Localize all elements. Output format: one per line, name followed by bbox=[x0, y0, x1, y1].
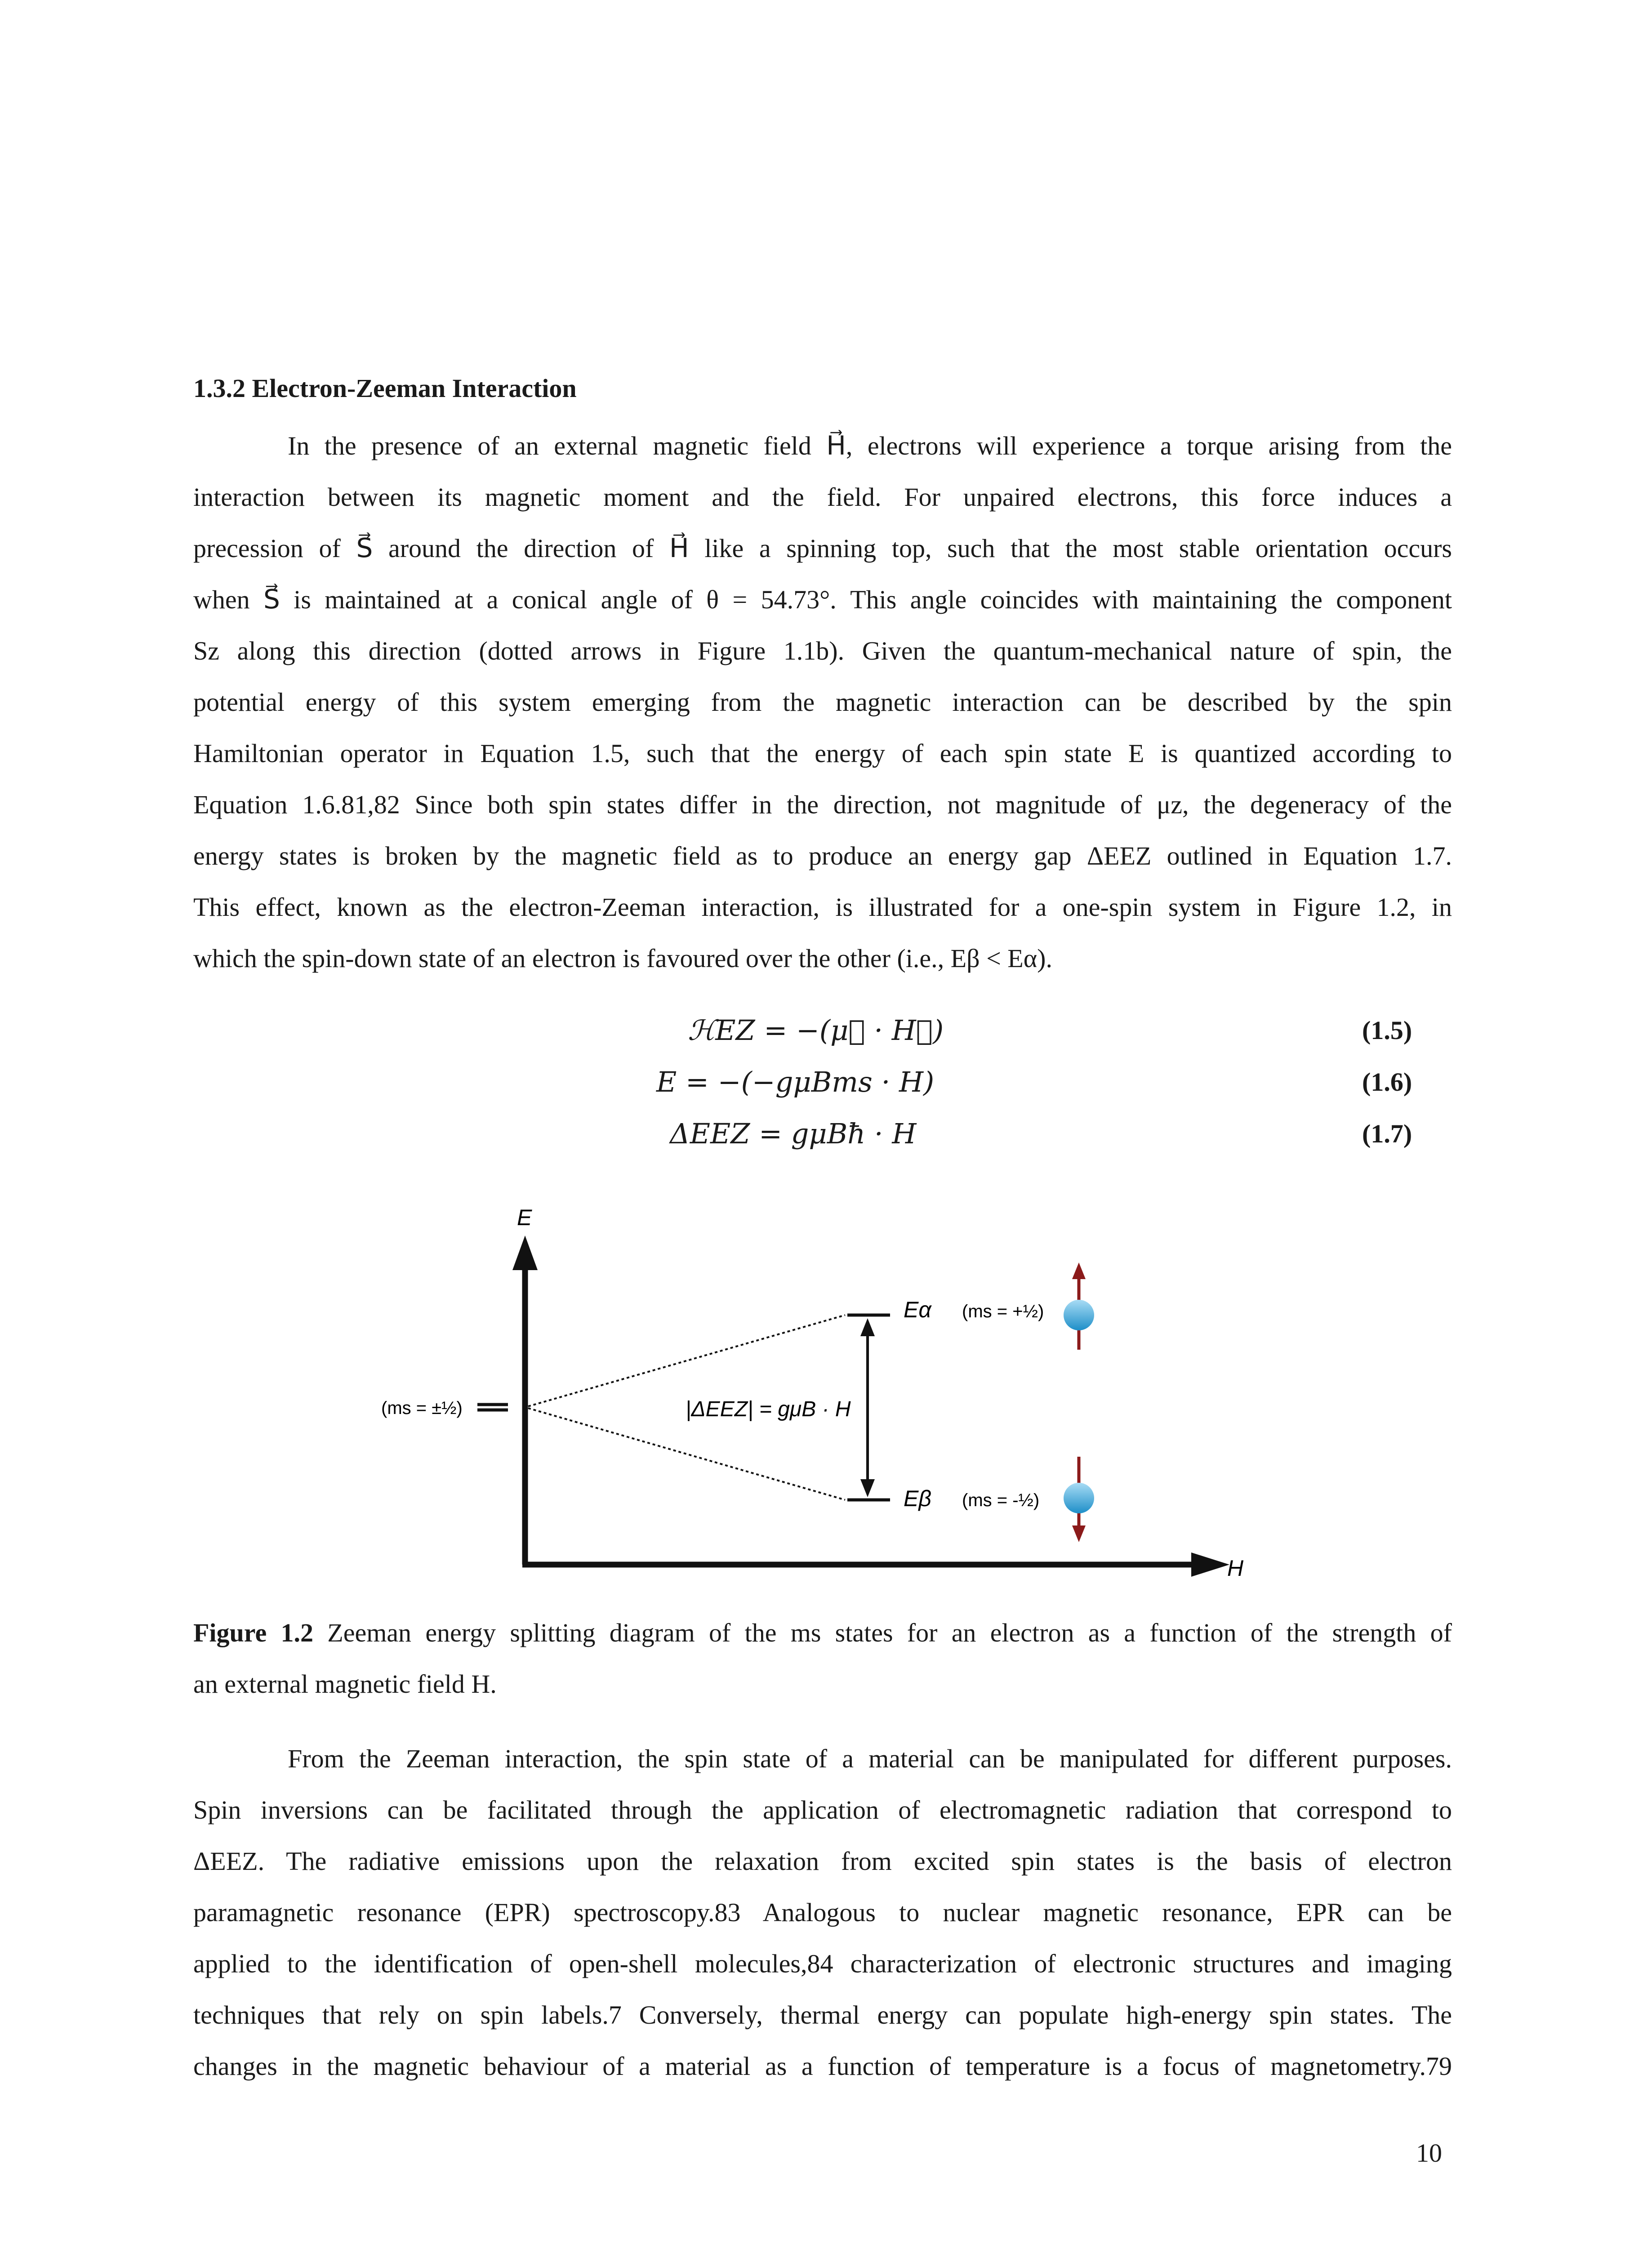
p1-line-10: This effect, known as the electron-Zeeman interaction, is illustrated for a one-spin system in Figure 1.2, in bbox=[193, 892, 1452, 922]
caption-text-line-2: an external magnetic field H. bbox=[193, 1669, 497, 1699]
p2-line-6: techniques that rely on spin labels.7 Conversely, thermal energy can populate high-energy spin states. The bbox=[193, 2000, 1452, 2029]
caption-label: Figure 1.2 bbox=[193, 1618, 314, 1647]
p2-line-4: paramagnetic resonance (EPR) spectroscopy.83 Analogous to nuclear magnetic resonance, EPR can be bbox=[193, 1898, 1452, 1927]
upper-split-line bbox=[528, 1315, 845, 1406]
p1-line-5: Sz along this direction (dotted arrows in Figure 1.1b). Given the quantum-mechanical nature of spin, the bbox=[193, 636, 1452, 665]
x-axis-arrowhead bbox=[1191, 1552, 1229, 1577]
p1-line-2: interaction between its magnetic moment and the field. For unpaired electrons, this force induces a bbox=[193, 482, 1452, 512]
caption-text-line-1: Zeeman energy splitting diagram of the ms states for an electron as a function of the strength of bbox=[327, 1618, 1452, 1647]
gap-label: |ΔEEZ| = gμB · H bbox=[686, 1397, 851, 1421]
x-axis-label: H bbox=[1227, 1556, 1244, 1581]
p2-line-1: From the Zeeman interaction, the spin state of a material can be manipulated for different purposes. bbox=[288, 1744, 1452, 1773]
zeeman-diagram bbox=[360, 1196, 1259, 1592]
upper-level-ms: (ms = +½) bbox=[962, 1302, 1044, 1321]
p2-line-7: changes in the magnetic behaviour of a material as a function of temperature is a focus of magnetometry.79 bbox=[193, 2052, 1452, 2081]
p1-line-1: In the presence of an external magnetic field H⃗, electrons will experience a torque arising from the bbox=[288, 431, 1452, 460]
y-axis-label: E bbox=[517, 1205, 532, 1230]
p1-line-11: which the spin-down state of an electron is favoured over the other (i.e., Eβ < Eα). bbox=[193, 944, 1052, 973]
degenerate-level-label: (ms = ±½) bbox=[381, 1398, 463, 1418]
equation-1-5: ℋEZ = −(μ⃗ · H⃗) bbox=[688, 1014, 944, 1047]
p1-line-9: energy states is broken by the magnetic field as to produce an energy gap ΔEEZ outlined in Equation 1.7. bbox=[193, 841, 1452, 870]
y-axis-arrowhead bbox=[512, 1236, 538, 1270]
equation-number-1-5: (1.5) bbox=[1362, 1016, 1412, 1045]
figure-caption bbox=[193, 1607, 1452, 1710]
upper-level-label: Eα bbox=[904, 1297, 931, 1322]
equation-1-6: E = −(−gμBms · H) bbox=[656, 1066, 935, 1098]
p1-line-7: Hamiltonian operator in Equation 1.5, such that the energy of each spin state E is quantized according to bbox=[193, 739, 1452, 768]
p1-line-6: potential energy of this system emerging from the magnetic interaction can be described by the spin bbox=[193, 687, 1452, 717]
p2-line-5: applied to the identification of open-shell molecules,84 characterization of electronic structures and imaging bbox=[193, 1949, 1452, 1978]
equation-1-7: ΔEEZ = gμBħ · H bbox=[670, 1117, 917, 1150]
section-heading: 1.3.2 Electron-Zeeman Interaction bbox=[193, 374, 577, 403]
spin-down-electron-icon bbox=[1064, 1457, 1094, 1542]
equation-number-1-7: (1.7) bbox=[1362, 1119, 1412, 1148]
p2-line-3: ΔEEZ. The radiative emissions upon the relaxation from excited spin states is the basis of electron bbox=[193, 1847, 1452, 1876]
lower-split-line bbox=[528, 1408, 845, 1500]
p1-line-3: precession of S⃗ around the direction of H⃗ like a spinning top, such that the most stable orientation occurs bbox=[193, 534, 1452, 563]
p1-line-8: Equation 1.6.81,82 Since both spin states differ in the direction, not magnitude of μz, the degeneracy of the bbox=[193, 790, 1452, 819]
page-number: 10 bbox=[1416, 2138, 1442, 2168]
lower-level-ms: (ms = -½) bbox=[962, 1490, 1040, 1510]
p2-line-2: Spin inversions can be facilitated through the application of electromagnetic radiation that correspond to bbox=[193, 1795, 1452, 1824]
spin-up-electron-icon bbox=[1064, 1262, 1094, 1350]
lower-level-label: Eβ bbox=[904, 1486, 931, 1511]
equation-number-1-6: (1.6) bbox=[1362, 1067, 1412, 1097]
p1-line-4: when S⃗ is maintained at a conical angle of θ = 54.73°. This angle coincides with maintaining the component bbox=[193, 585, 1452, 614]
